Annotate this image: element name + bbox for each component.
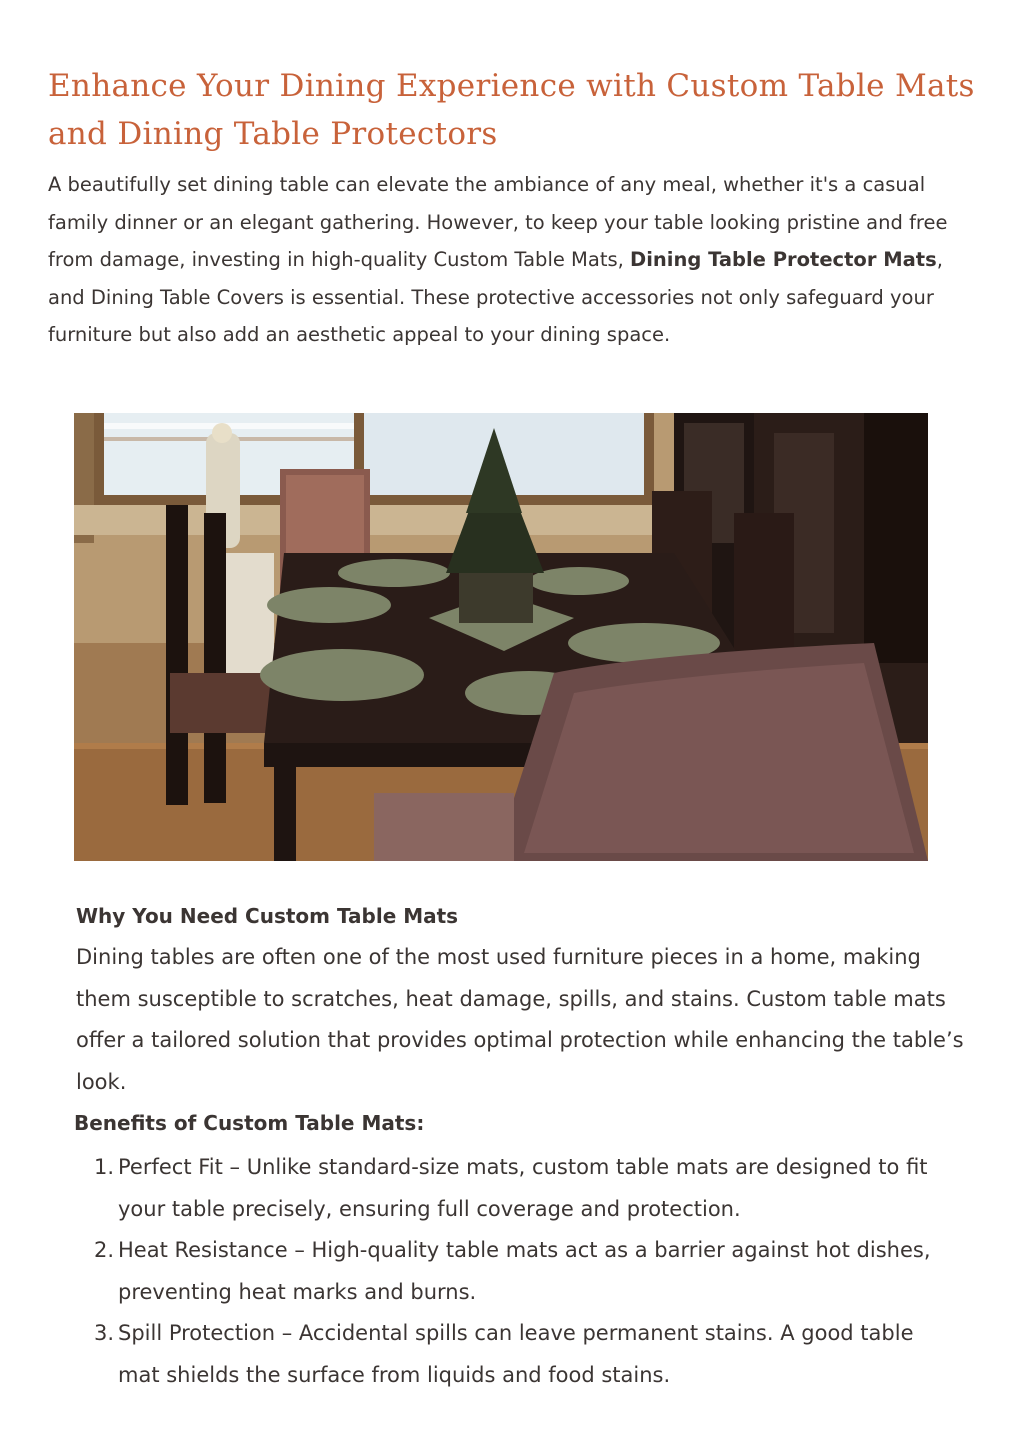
benefits-list [76,1147,946,1396]
dining-room-photo [74,413,928,861]
page-title: Enhance Your Dining Experience with Custom Table Mats and Dining Table Protectors [48,68,975,152]
benefit-text: Spill Protection – Accidental spills can leave permanent stains. A good table mat shields the surface from liquids and food stains. [118,1321,914,1387]
benefit-item [76,1313,946,1396]
photo-placemat [260,649,424,701]
benefit-text: Heat Resistance – High-quality table mats act as a barrier against hot dishes, preventing heat marks and burns. [118,1238,931,1304]
photo-placemat [267,587,391,623]
benefit-text: Perfect Fit – Unlike standard-size mats, custom table mats are designed to fit your table precisely, ensuring full coverage and protection. [118,1155,928,1221]
benefit-number: 2. [93,1238,114,1262]
photo-placemat [529,567,629,595]
photo-placemat [338,559,450,587]
benefit-number: 3. [93,1321,114,1345]
dining-room-illustration [74,413,928,861]
intro-paragraph [48,166,983,354]
why-heading: Why You Need Custom Table Mats [76,904,459,928]
benefits-heading: Benefits of Custom Table Mats: [74,1111,425,1135]
benefit-item [76,1230,946,1313]
intro-text-start: A beautifully set dining table can elevate the ambiance of any meal, whether it's a casual family dinner or an elegant gathering. However, to keep your table looking pristine and free from damage, investing in high-quality Custom Table Mats, [48,173,948,271]
photo-chair-left [166,505,188,805]
benefit-item [76,1147,946,1230]
why-paragraph: Dining tables are often one of the most used furniture pieces in a home, making them susceptible to scratches, heat damage, spills, and stains. Custom table mats offer a tailored solution that provides optimal protection while enhancing the table’s look. [76,945,964,1094]
benefit-number: 1. [93,1155,114,1179]
intro-bold-link: Dining Table Protector Mats [630,248,937,271]
intro-text-end: , and Dining Table Covers is essential. These protective accessories not only safeguard your furniture but also add an aesthetic appeal to your dining space. [48,248,943,346]
